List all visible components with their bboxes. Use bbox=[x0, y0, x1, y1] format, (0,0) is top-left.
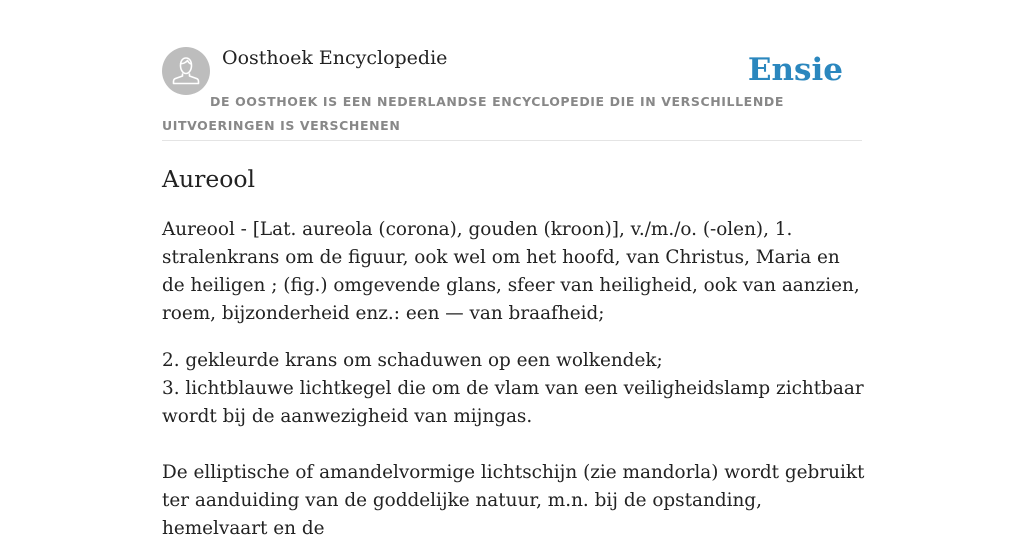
user-silhouette-icon bbox=[162, 47, 210, 95]
article-list-item: 3. lichtblauwe lichtkegel die om de vlam van een veiligheidslamp zichtbaar wordt bij de aanwezigheid van mijngas. bbox=[162, 378, 864, 427]
source-avatar[interactable] bbox=[162, 47, 210, 95]
source-header bbox=[162, 46, 862, 141]
article-title: Aureool bbox=[162, 165, 256, 193]
brand-logo[interactable]: Ensie bbox=[747, 52, 843, 88]
source-tagline: DE OOSTHOEK IS EEN NEDERLANDSE ENCYCLOPEDIE DIE IN VERSCHILLENDE UITVOERINGEN IS VERSCHENEN bbox=[162, 94, 784, 133]
article-list-item: 2. gekleurde krans om schaduwen op een wolkendek; bbox=[162, 350, 663, 371]
article-list bbox=[162, 347, 867, 431]
article-content bbox=[162, 216, 867, 543]
source-name[interactable]: Oosthoek Encyclopedie bbox=[222, 47, 448, 69]
article-paragraph: De elliptische of amandelvormige lichtschijn (zie mandorla) wordt gebruikt ter aanduiding van de goddelijke natuur, m.n. bij de opstanding, hemelvaart en de bbox=[162, 462, 865, 539]
article-paragraph: Aureool - [Lat. aureola (corona), gouden (kroon)], v./m./o. (-olen), 1. stralenkrans om de figuur, ook wel om het hoofd, van Christus, Maria en de heiligen ; (fig.) omgevende glans, sfeer van heiligheid, ook van aanzien, roem, bijzonderheid enz.: een — van braafheid; bbox=[162, 219, 860, 324]
